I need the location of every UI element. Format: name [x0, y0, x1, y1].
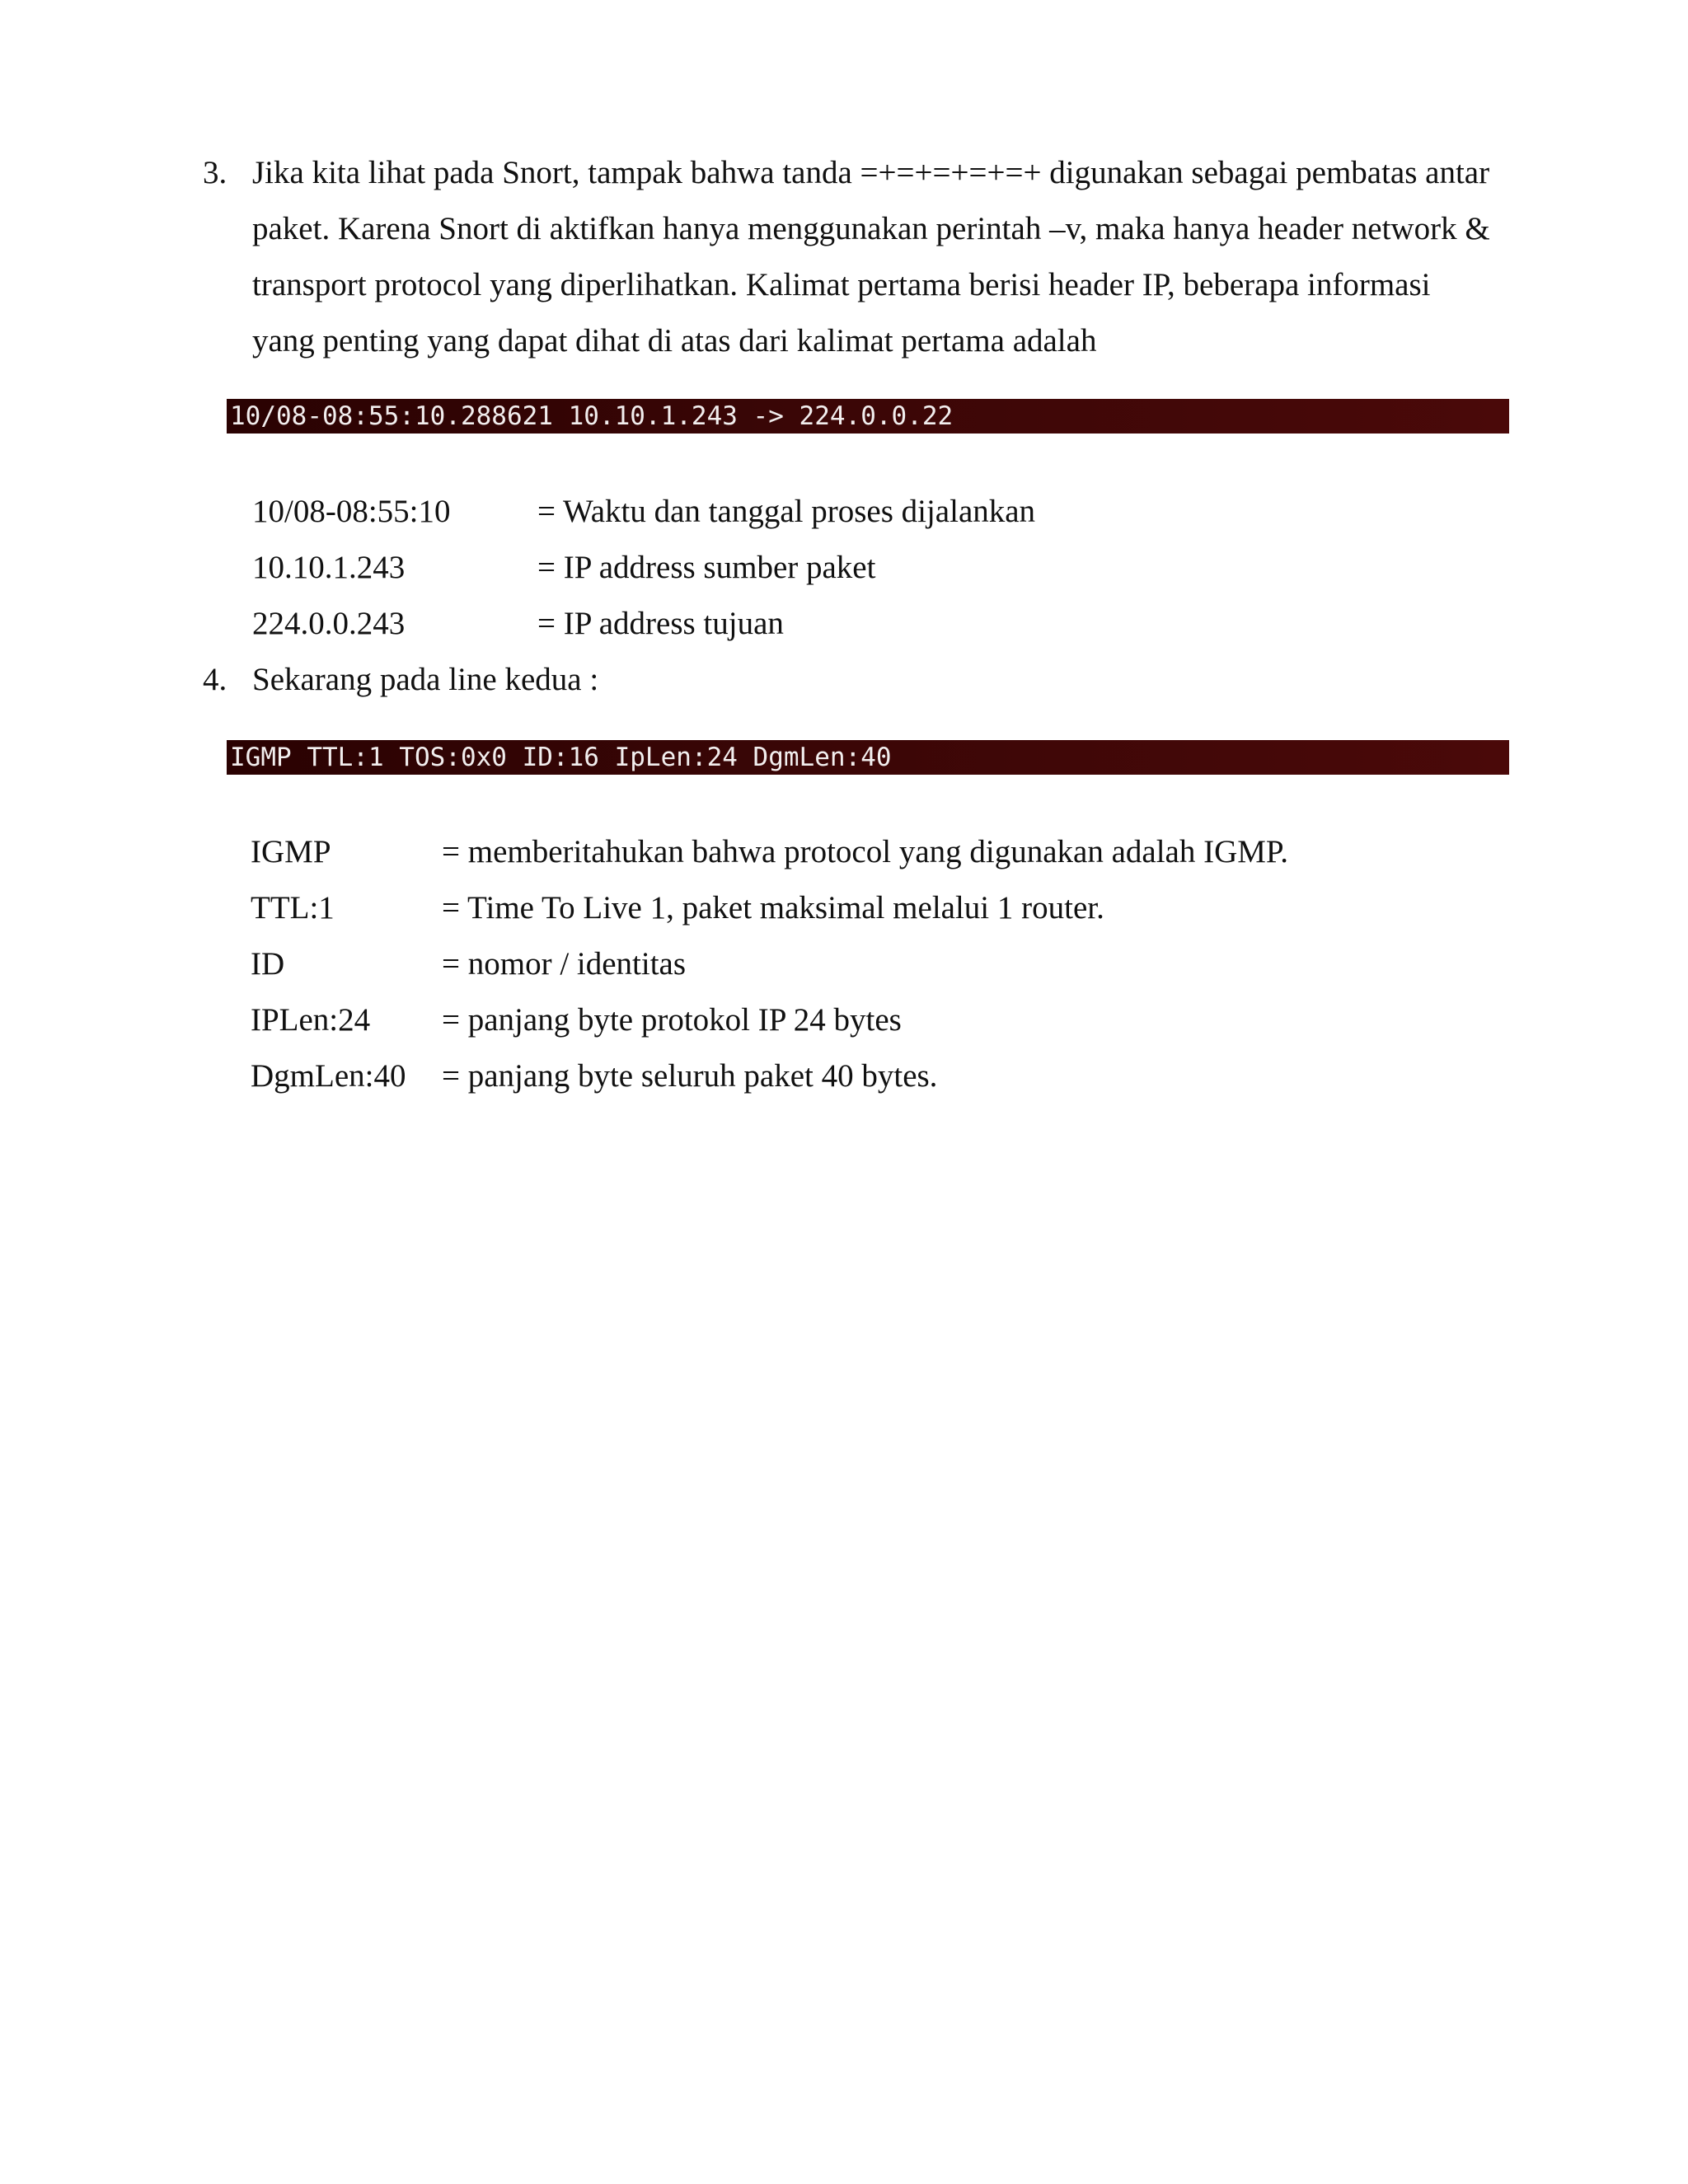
definition-term: ID: [251, 946, 285, 982]
paragraph-line: yang penting yang dapat dihat di atas dari kalimat pertama adalah: [252, 323, 1097, 359]
paragraph-line: paket. Karena Snort di aktifkan hanya menggunakan perintah –v, maka hanya header network &: [252, 211, 1490, 246]
definition-desc: = panjang byte seluruh paket 40 bytes.: [442, 1058, 938, 1094]
definition-term: DgmLen:40: [251, 1058, 406, 1094]
definition-desc: = nomor / identitas: [442, 946, 687, 982]
terminal-output-line-2: IGMP TTL:1 TOS:0x0 ID:16 IpLen:24 DgmLen:40: [227, 740, 1509, 775]
definition-desc: = IP address tujuan: [537, 606, 784, 641]
list-number: 4.: [203, 662, 227, 697]
definition-term: IGMP: [251, 834, 331, 869]
definition-term: TTL:1: [251, 890, 335, 926]
paragraph-line: Sekarang pada line kedua :: [252, 662, 599, 697]
definition-desc: = panjang byte protokol IP 24 bytes: [442, 1002, 902, 1038]
definition-desc: = Time To Live 1, paket maksimal melalui 1 router.: [442, 890, 1104, 926]
definition-term: IPLen:24: [251, 1002, 371, 1038]
definition-desc: = IP address sumber paket: [537, 550, 876, 585]
definition-term: 10.10.1.243: [252, 550, 406, 585]
definition-desc: = Waktu dan tanggal proses dijalankan: [537, 494, 1036, 529]
definition-term: 224.0.0.243: [252, 606, 406, 641]
definition-desc: = memberitahukan bahwa protocol yang digunakan adalah IGMP.: [442, 834, 1289, 869]
paragraph-line: Jika kita lihat pada Snort, tampak bahwa tanda =+=+=+=+=+ digunakan sebagai pembatas antar: [252, 155, 1490, 190]
terminal-output-line-1: 10/08-08:55:10.288621 10.10.1.243 -> 224.0.0.22: [227, 399, 1509, 434]
list-number: 3.: [203, 155, 227, 190]
paragraph-line: transport protocol yang diperlihatkan. Kalimat pertama berisi header IP, beberapa informasi: [252, 267, 1431, 302]
definition-term: 10/08-08:55:10: [252, 494, 451, 529]
